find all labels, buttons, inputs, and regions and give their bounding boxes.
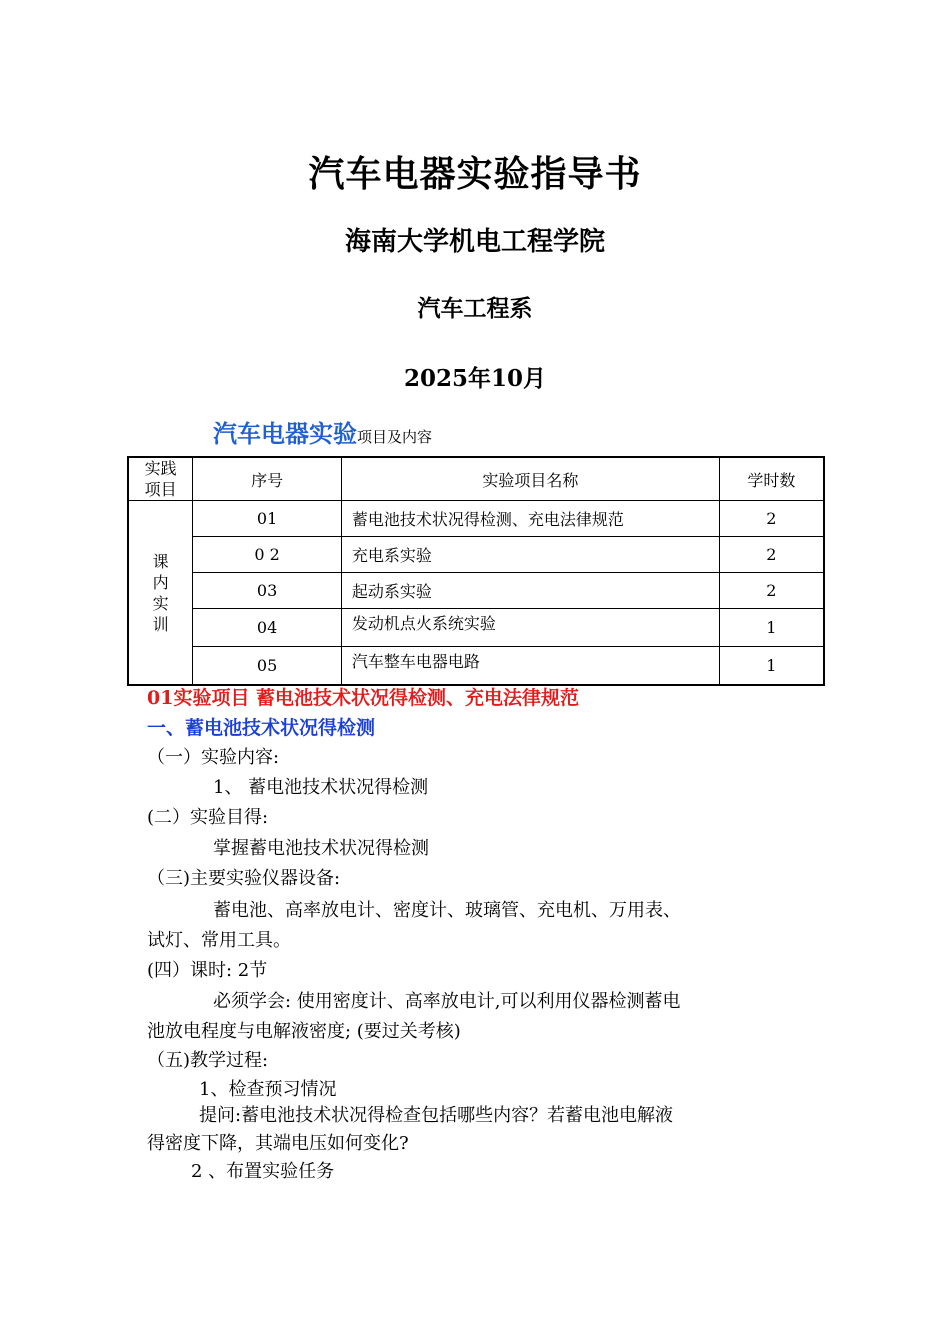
table-title-suffix: 项目及内容: [357, 428, 433, 446]
table-row: [128, 609, 824, 647]
subsection-heading: 一、蓄电池技术状况得检测: [147, 717, 376, 739]
row-hours: 1: [719, 647, 824, 686]
row-no: 04: [193, 609, 342, 647]
experiment-table: [127, 456, 825, 686]
table-title: [213, 414, 432, 449]
row-no: 03: [193, 573, 342, 609]
table-row: [128, 501, 824, 537]
row-no: 0 2: [193, 537, 342, 573]
document-title: 汽车电器实验指导书: [308, 154, 642, 195]
body-line: 蓄电池、高率放电计、密度计、玻璃管、充电机、万用表、: [213, 900, 681, 921]
body-line: （三)主要实验仪器设备:: [147, 868, 341, 889]
body-line: 1、检查预习情况: [199, 1079, 337, 1100]
body-line: （一）实验内容:: [147, 747, 280, 768]
header-hours: 学时数: [719, 457, 824, 501]
school-name: 海南大学机电工程学院: [344, 227, 605, 257]
table-row: [128, 537, 824, 573]
table-header-row: [128, 457, 824, 501]
row-name: 汽车整车电器电路: [341, 647, 719, 686]
department-name: 汽车工程系: [417, 296, 533, 322]
header-no: 序号: [193, 457, 342, 501]
body-line: 1、 蓄电池技术状况得检测: [213, 777, 429, 798]
row-hours: 2: [719, 573, 824, 609]
body-line: 试灯、常用工具。: [147, 930, 291, 951]
body-line: 池放电程度与电解液密度; (要过关考核): [147, 1021, 461, 1042]
body-line: 提问:蓄电池技术状况得检查包括哪些内容？若蓄电池电解液: [199, 1105, 674, 1126]
table-row: [128, 573, 824, 609]
row-hours: 2: [719, 537, 824, 573]
row-name: 充电系实验: [341, 537, 719, 573]
body-line: 得密度下降，其端电压如何变化?: [147, 1133, 409, 1154]
row-hours: 1: [719, 609, 824, 647]
table-row: [128, 647, 824, 686]
table-title-main: 汽车电器实验: [213, 419, 357, 448]
body-line: (二）实验目得:: [147, 807, 269, 828]
header-category: 实践 项目: [128, 457, 193, 501]
row-hours: 2: [719, 501, 824, 537]
body-line: （五)教学过程:: [147, 1050, 269, 1071]
header-name: 实验项目名称: [341, 457, 719, 501]
row-name: 发动机点火系统实验: [341, 609, 719, 647]
body-line: 2 、布置实验任务: [191, 1161, 335, 1182]
row-no: 05: [193, 647, 342, 686]
body-line: 掌握蓄电池技术状况得检测: [213, 838, 429, 859]
body-line: 必须学会: 使用密度计、高率放电计,可以利用仪器检测蓄电: [213, 991, 681, 1012]
section-heading: 01实验项目 蓄电池技术状况得检测、充电法律规范: [147, 687, 580, 709]
row-name: 起动系实验: [341, 573, 719, 609]
document-date: 2025年10月: [403, 365, 547, 392]
category-cell: 课 内 实 训: [128, 501, 193, 686]
row-no: 01: [193, 501, 342, 537]
body-line: (四）课时: 2节: [147, 960, 268, 981]
row-name: 蓄电池技术状况得检测、充电法律规范: [341, 501, 719, 537]
